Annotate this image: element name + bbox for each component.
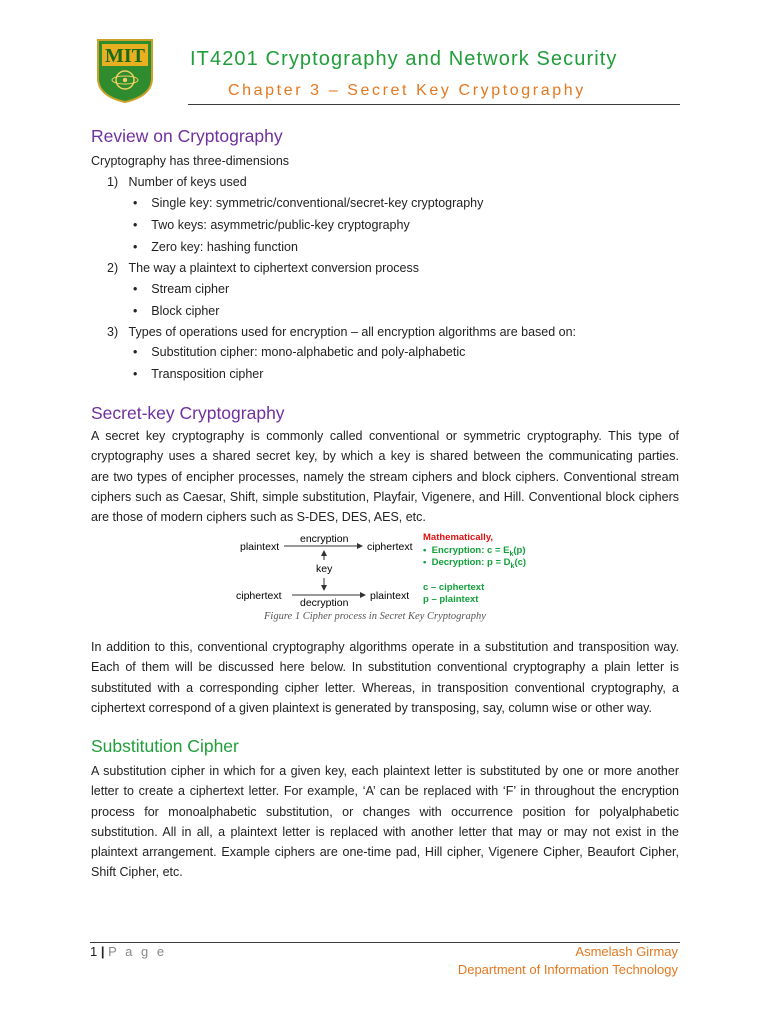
- list-number: 1): [107, 175, 119, 189]
- secret-key-paragraph-2: In addition to this, conventional cryptography algorithms operate in a substitution and transposition way. Each of them will be discussed here below. In substitution conventional cryptography a plain letter is substituted with a corresponding cipher letter. Whereas, in transposition conventional cryptography, a ciphertext correspond of a given plaintext is generated by transposing, say, column wise or other way.: [91, 640, 679, 715]
- legend-plaintext: p – plaintext: [423, 594, 479, 605]
- substitution-paragraph: A substitution cipher in which for a given key, each plaintext letter is substituted by one or more another letter to create a ciphertext letter. For example, ‘A’ can be replaced with ‘F’ in throughout the encryption process for monoalphabetic substitution, or changes with occurrence position for polyalphabetic substitution. All in all, a plaintext letter is replaced with another letter that may or may not exist in the plaintext arrangement. Example ciphers are one-time pad, Hill cipher, Vigenere Cipher, Beaufort Cipher, Shift Cipher, etc.: [91, 764, 679, 880]
- secret-key-heading: Secret-key Cryptography: [91, 403, 285, 423]
- fig-plaintext-bottom: plaintext: [370, 590, 410, 602]
- list-number: 3): [107, 325, 119, 339]
- secret-key-paragraph: A secret key cryptography is commonly called conventional or symmetric cryptography. This type of cryptography uses a shared secret key, by which a key is shared between the communicating parties. are two types of encipher processes, namely the stream ciphers and block ciphers. Conventional stream ciphers such as Caesar, Shift, simple substitution, Playfair, Vigenere, and Hill. Conventional block ciphers are those of modern ciphers such as S-DES, DES, AES, etc.: [91, 429, 679, 525]
- bullet-item: • Transposition cipher: [133, 367, 264, 381]
- bullet-item: • Zero key: hashing function: [133, 240, 298, 254]
- list-text: Types of operations used for encryption – all encryption algorithms are based on:: [128, 325, 577, 339]
- list-text: The way a plaintext to ciphertext conversion process: [128, 261, 419, 275]
- review-intro: Cryptography has three-dimensions: [91, 154, 290, 168]
- bullet-item: • Substitution cipher: mono-alphabetic and poly-alphabetic: [133, 345, 466, 359]
- logo-text: MIT: [105, 45, 145, 67]
- footer-divider: [90, 942, 680, 943]
- chapter-title: Chapter 3 – Secret Key Cryptography: [228, 82, 586, 99]
- figure-caption: Figure 1 Cipher process in Secret Key Cryptography: [264, 611, 486, 622]
- bullet-item: • Stream cipher: [133, 282, 230, 296]
- header-divider: [188, 104, 680, 105]
- fig-key: key: [316, 563, 333, 575]
- encryption-formula: • Encryption: $c = E_k(p)$: [423, 545, 526, 558]
- list-item-1: [107, 175, 247, 189]
- legend-ciphertext: c – ciphertext: [423, 582, 485, 593]
- bullet-item: • Single key: symmetric/conventional/secret-key cryptography: [133, 196, 484, 210]
- page-number: 1 | P a g e: [90, 944, 167, 959]
- list-text: Number of keys used: [128, 175, 247, 189]
- list-item-3: [107, 325, 576, 339]
- institute-logo: [96, 38, 154, 104]
- course-title: IT4201 Cryptography and Network Security: [190, 48, 618, 70]
- fig-ciphertext-bottom: ciphertext: [236, 590, 282, 602]
- decryption-formula: • Decryption: $p = D_k(c)$: [423, 557, 527, 570]
- math-title: Mathematically,: [423, 532, 494, 543]
- fig-plaintext-top: plaintext: [240, 541, 280, 553]
- footer-department: Department of Information Technology: [457, 962, 678, 977]
- list-number: 2): [107, 261, 119, 275]
- bullet-item: • Two keys: asymmetric/public-key cryptography: [133, 218, 410, 232]
- fig-encryption: encryption: [300, 533, 349, 545]
- footer-author: Asmelash Girmay: [575, 944, 678, 959]
- review-heading: Review on Cryptography: [91, 126, 283, 146]
- fig-ciphertext-top: ciphertext: [367, 541, 413, 553]
- bullet-item: • Block cipher: [133, 304, 220, 318]
- fig-decryption: decryption: [300, 597, 349, 609]
- substitution-heading: Substitution Cipher: [91, 736, 239, 756]
- list-item-2: [107, 261, 419, 275]
